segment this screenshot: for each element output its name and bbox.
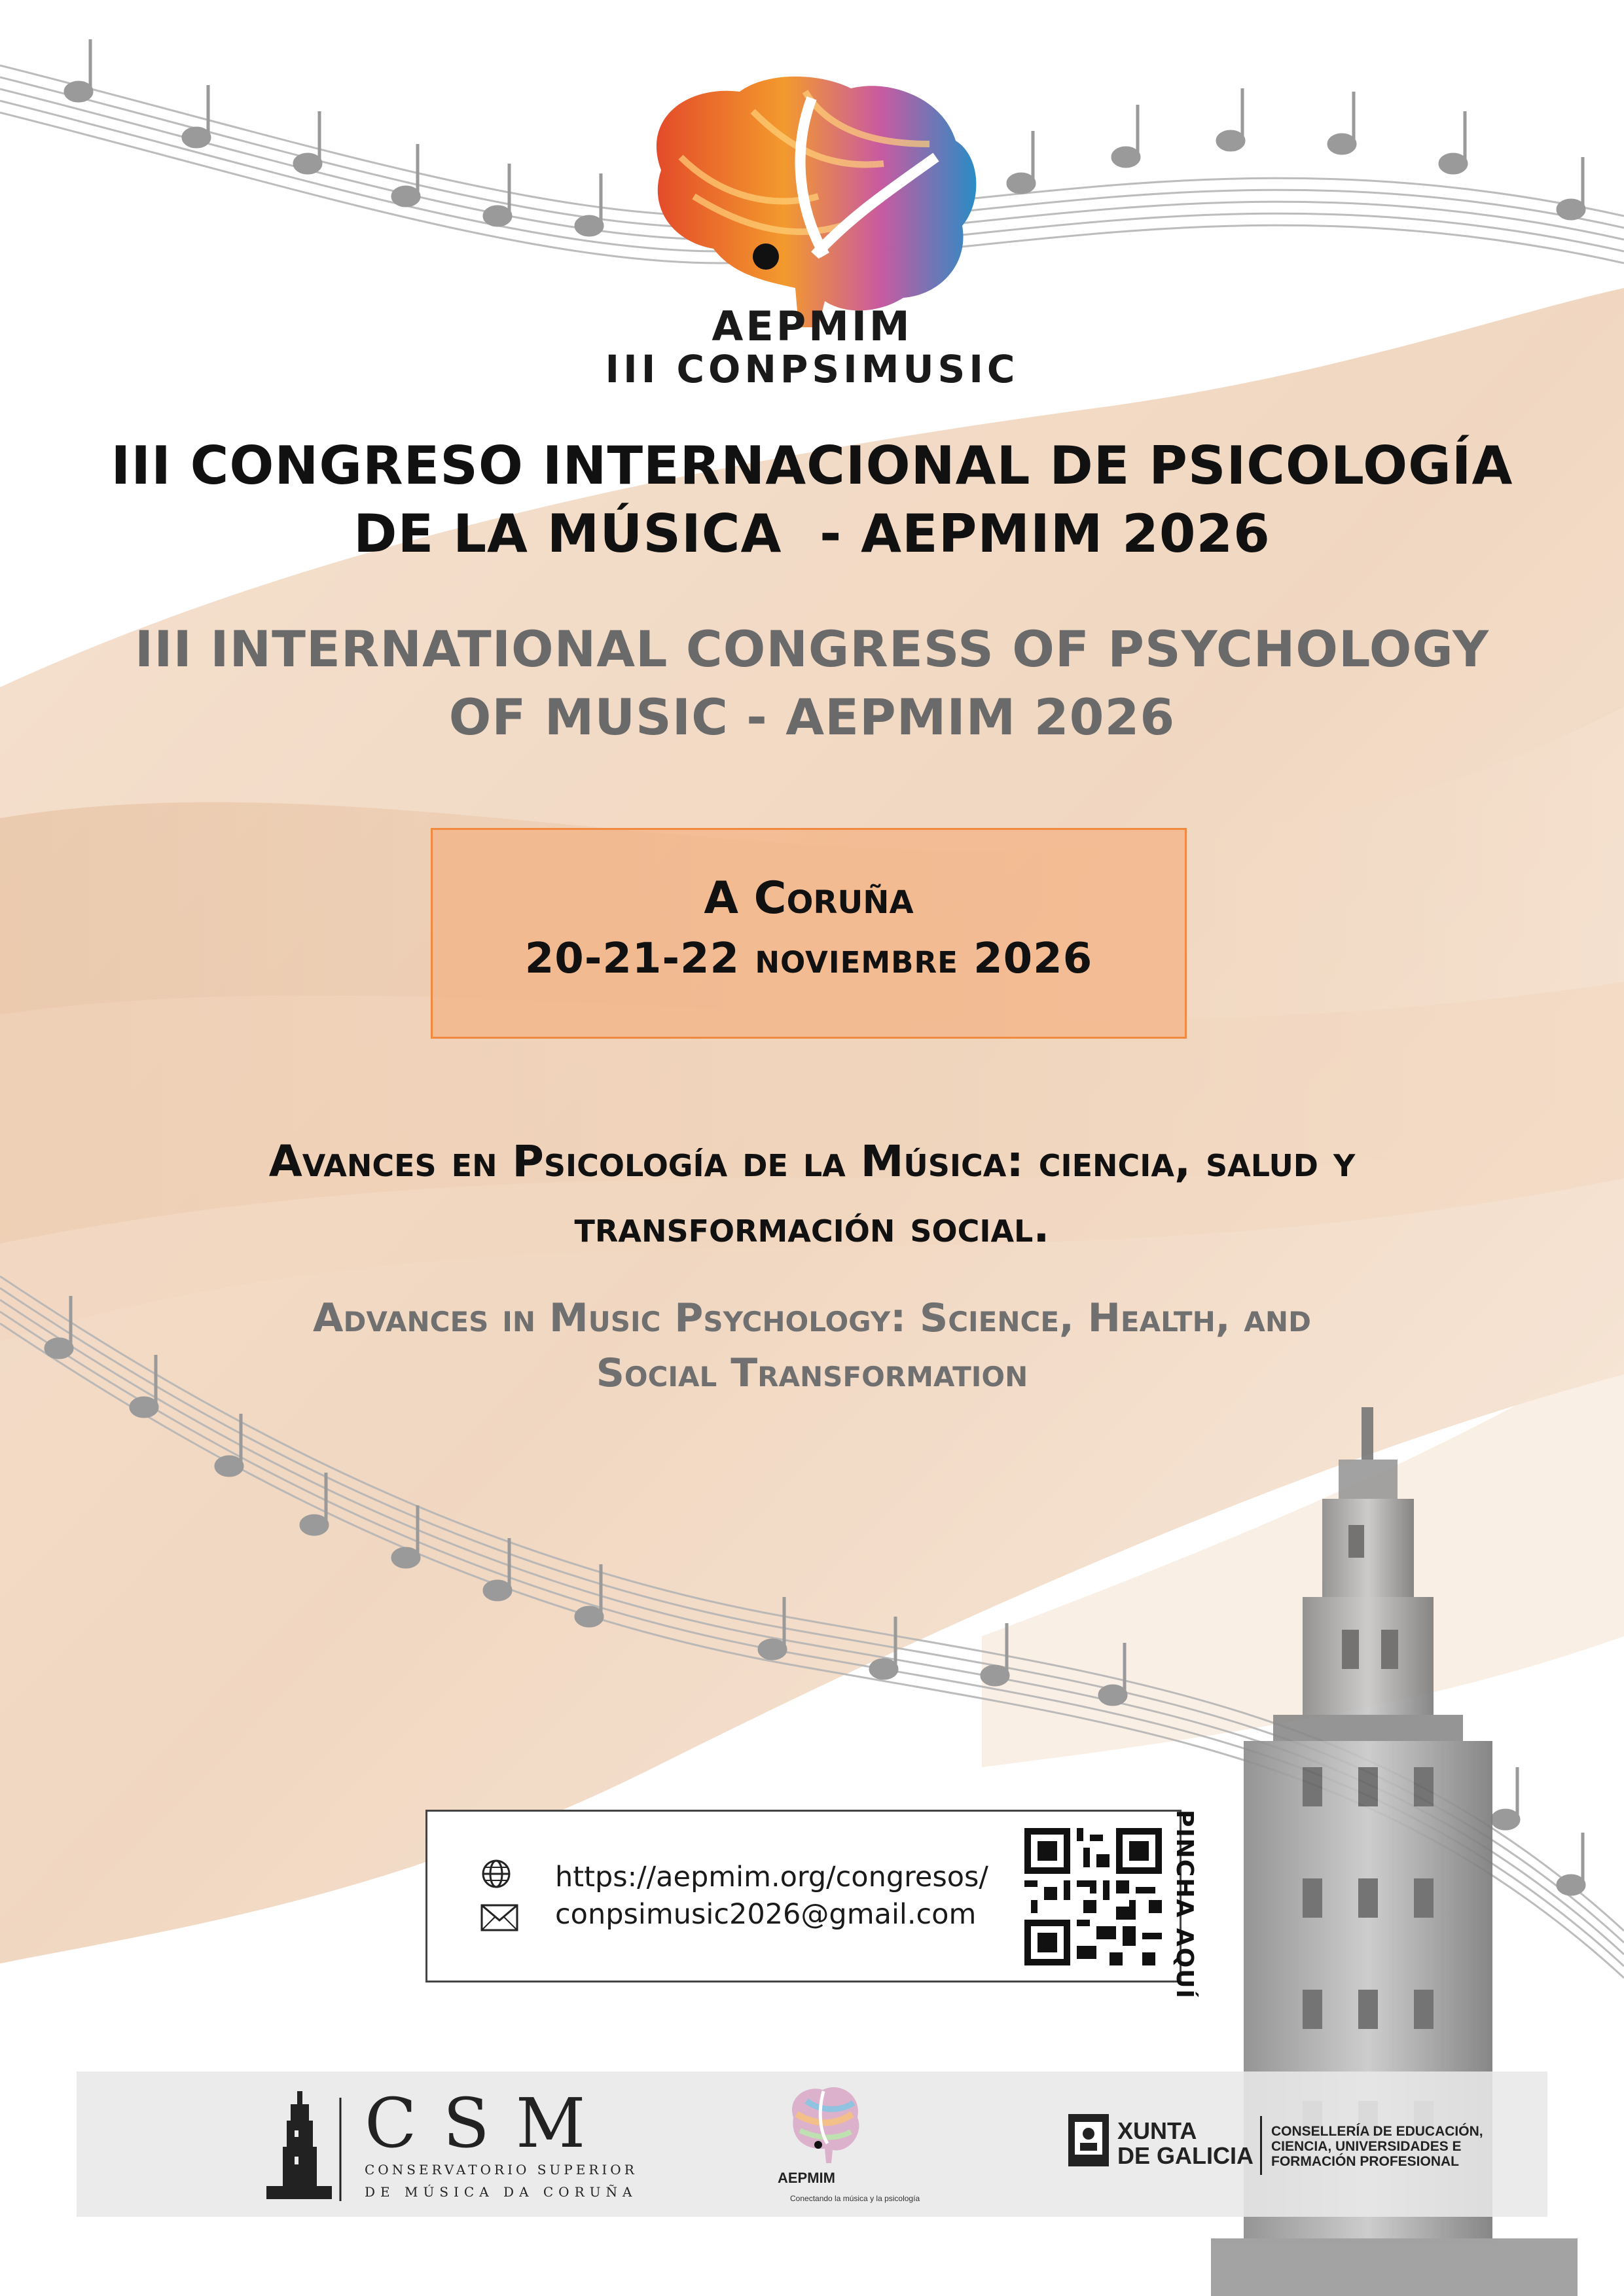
xunta-divider [1260,2116,1262,2175]
theme-english [52,1291,1572,1401]
qr-label-text: PINCHA AQUÍ [1171,1810,1198,2000]
website-link[interactable]: https://aepmim.org/congresos/ [555,1861,988,1893]
xunta-shield-icon [1068,2114,1109,2166]
theme-spanish [39,1129,1585,1260]
event-dates: 20-21-22 noviembre 2026 [524,935,1093,983]
logo-conpsimusic-text: III CONPSIMUSIC [605,347,1019,391]
csm-lighthouse-icon [263,2091,342,2202]
brain-logo [657,77,976,327]
xunta-line2: DE GALICIA [1117,2142,1254,2169]
title-en-line1: III INTERNATIONAL CONGRESS OF PSYCHOLOGY [134,620,1490,678]
csm-acronym: CSM [365,2083,612,2163]
theme-en-line2: Social Transformation [596,1350,1028,1396]
conselleria-line1: CONSELLERÍA DE EDUCACIÓN, [1271,2124,1483,2139]
xunta-line1: XUNTA [1117,2117,1197,2144]
aepmim-small-name: AEPMIM [778,2170,835,2186]
theme-en-line1: Advances in Music Psychology: Science, Health, and [313,1295,1311,1341]
title-es-line1: III CONGRESO INTERNACIONAL DE PSICOLOGÍA [111,435,1513,496]
conselleria-line3: FORMACIÓN PROFESIONAL [1271,2154,1459,2169]
congress-title-spanish [52,432,1572,568]
qr-label [1159,1810,1198,2072]
aepmim-small-logo-icon [780,2078,865,2170]
event-date-box [431,828,1187,1039]
theme-es-line2: transformación social. [574,1202,1050,1252]
title-es-line2: DE LA MÚSICA - AEPMIM 2026 [353,503,1271,564]
csm-line2: DE MÚSICA DA CORUÑA [365,2184,638,2200]
envelope-icon [480,1903,519,1932]
event-city: A Coruña [704,872,914,924]
conselleria-text [1271,2124,1483,2169]
csm-line1: CONSERVATORIO SUPERIOR [365,2162,638,2178]
globe-icon [480,1857,513,1890]
contact-box [425,1810,1182,1982]
sponsor-footer [77,2072,1547,2217]
qr-code[interactable] [1024,1828,1162,1965]
aepmim-tagline: Conectando la música y la psicología [790,2194,920,2203]
email-link[interactable]: conpsimusic2026@gmail.com [555,1898,977,1931]
logo-aepmim-text: AEPMIM [712,302,912,350]
conselleria-line2: CIENCIA, UNIVERSIDADES E [1271,2139,1462,2154]
title-en-line2: OF MUSIC - AEPMIM 2026 [448,688,1176,746]
congress-title-english [52,615,1572,751]
theme-es-line1: Avances en Psicología de la Música: ciencia, salud y [268,1136,1356,1187]
